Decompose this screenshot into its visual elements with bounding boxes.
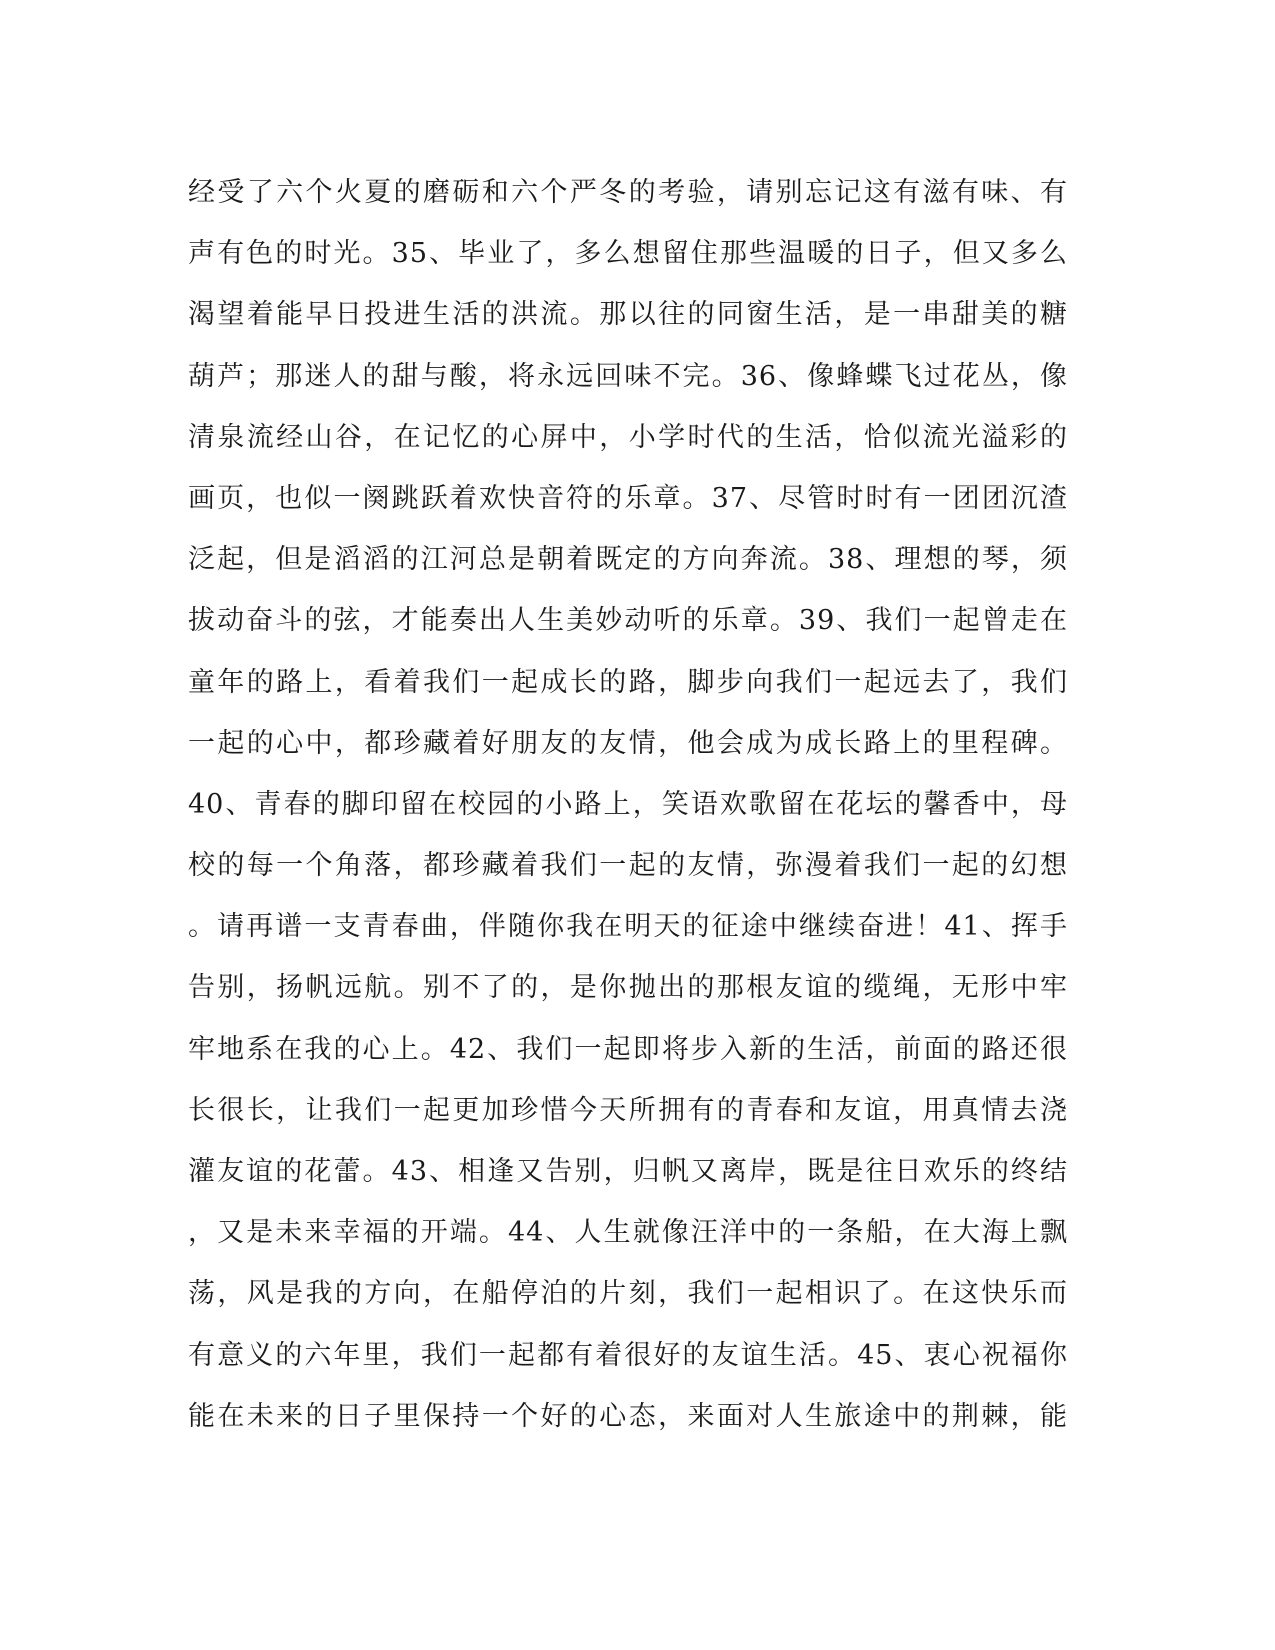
text-line: 葫芦；那迷人的甜与酸，将永远回味不完。36、像蜂蝶飞过花丛，像 bbox=[188, 360, 1068, 392]
text-line: 告别，扬帆远航。别不了的，是你抛出的那根友谊的缆绳，无形中牢 bbox=[188, 972, 1068, 1004]
text-line: 画页，也似一阕跳跃着欢快音符的乐章。37、尽管时时有一团团沉渣 bbox=[188, 482, 1068, 514]
text-line: 渴望着能早日投进生活的洪流。那以往的同窗生活，是一串甜美的糖 bbox=[188, 299, 1068, 331]
text-line: 清泉流经山谷，在记忆的心屏中，小学时代的生活，恰似流光溢彩的 bbox=[188, 421, 1068, 453]
text-line: 童年的路上，看着我们一起成长的路，脚步向我们一起远去了，我们 bbox=[188, 666, 1068, 698]
text-line: 有意义的六年里，我们一起都有着很好的友谊生活。45、衷心祝福你 bbox=[188, 1339, 1068, 1371]
text-line: 荡，风是我的方向，在船停泊的片刻，我们一起相识了。在这快乐而 bbox=[188, 1278, 1068, 1310]
text-line: 经受了六个火夏的磨砺和六个严冬的考验，请别忘记这有滋有味、有 bbox=[188, 177, 1068, 208]
text-line: 牢地系在我的心上。42、我们一起即将步入新的生活，前面的路还很 bbox=[188, 1033, 1068, 1065]
text-line: 声有色的时光。35、毕业了，多么想留住那些温暖的日子，但又多么 bbox=[188, 238, 1068, 270]
text-line: 长很长，让我们一起更加珍惜今天所拥有的青春和友谊，用真情去浇 bbox=[188, 1094, 1068, 1126]
text-line: 灌友谊的花蕾。43、相逢又告别，归帆又离岸，既是往日欢乐的终结 bbox=[188, 1156, 1068, 1187]
text-line: 。请再谱一支青春曲，伴随你我在明天的征途中继续奋进！41、挥手 bbox=[188, 911, 1068, 943]
text-line: ，又是未来幸福的开端。44、人生就像汪洋中的一条船，在大海上飘 bbox=[188, 1217, 1068, 1249]
text-line: 40、青春的脚印留在校园的小路上，笑语欢歌留在花坛的馨香中，母 bbox=[188, 788, 1068, 820]
text-line: 一起的心中，都珍藏着好朋友的友情，他会成为成长路上的里程碑。 bbox=[188, 727, 1068, 759]
text-line: 能在未来的日子里保持一个好的心态，来面对人生旅途中的荆棘，能 bbox=[188, 1400, 1068, 1432]
body-text bbox=[188, 162, 1068, 1447]
text-line: 泛起，但是滔滔的江河总是朝着既定的方向奔流。38、理想的琴，须 bbox=[188, 544, 1068, 576]
text-line: 校的每一个角落，都珍藏着我们一起的友情，弥漫着我们一起的幻想 bbox=[188, 850, 1068, 882]
text-line: 拔动奋斗的弦，才能奏出人生美妙动听的乐章。39、我们一起曾走在 bbox=[188, 605, 1068, 637]
